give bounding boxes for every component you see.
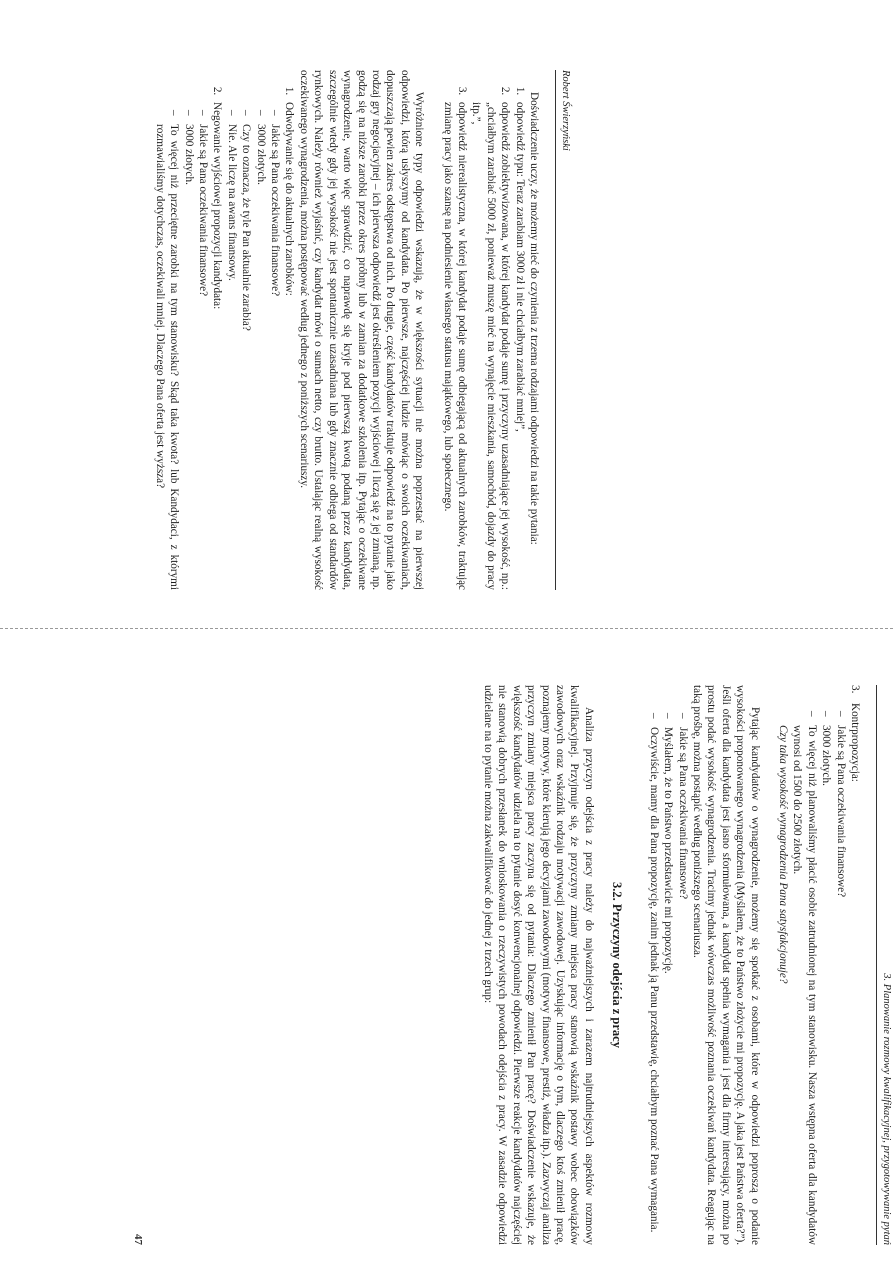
list-item: – 3000 złotych. bbox=[253, 110, 267, 590]
list-item: – Jakie są Pana oczekiwania finansowe? bbox=[675, 713, 689, 1245]
scenario-number: 3. bbox=[849, 685, 861, 694]
dialog-list bbox=[152, 102, 210, 590]
list-item: 3. odpowiedź nierealistyczna, w której kandydat podaje sumę odbiegającą od aktualnych zarobków, traktując zmianę pracy jako szansę na podniesienie własnego statusu majątkowego, lub społecznego. bbox=[440, 98, 469, 590]
page-46 bbox=[0, 70, 572, 590]
intro-paragraph: Doświadczenie uczy, że możemy mieć do czynienia z trzema rodzajami odpowiedzi na takie pytania: bbox=[528, 92, 540, 545]
body-paragraph: Pytając kandydatów o wynagrodzenie, możemy się spotkać z osobami, które w odpowiedzi poproszą o podanie wysokości proponowanego wynagrodzenia (Myślałem, że to Państwo złożycie mi propozycję. A jaka jest Państwa oferta?”). Jeśli oferta dla kandydata jest jasno sformułowana, a kandydat spełnia wymagania i jest dla firmy interesujący, można po prostu podać wysokość wynagrodzenia. Tracimy jednak wówczas możliwość poznania oczekiwań kandydata. Reagując na taką prośbę, można postąpić według poniższego scenariusza. bbox=[690, 685, 761, 1245]
list-item: – 3000 złotych. bbox=[819, 711, 833, 1245]
scenario-title: Odwoływanie się do aktualnych zarobków: bbox=[283, 102, 296, 296]
body-paragraph: Wyróżnione typy odpowiedzi wskazują, że w większości sytuacji nie można poprzestać na pierwszej odpowiedzi, którą usłyszymy od kandydata. Po pierwsze, najczęściej ludzie mówiąc o swoich oczekiwaniach, dopuszczają pewien zakres odstępstwa od nich. Po drugie, część kandydatów traktuje odpowiedź na to pytanie jako rodzaj gry negocjacyjnej – ich pierwsza odpowiedź jest określeniem pozycji wyjściowej i liczą się z jej zmianą, np. godzą się na niższe zarobki przez okres próbny lub w zamian za dodatkowe szkolenia itp. Pytając o oczekiwane wynagrodzenie, warto więc sprawdzić, co naprawdę się kryje pod pierwszą kwotą podaną przez kandydata, szczególnie wtedy gdy jej wysokość nie jest spontanicznie uzasadniana lub gdy znacznie odbiega od standardów rynkowych. Należy również wyjaśnić, czy kandydat mówi o sumach netto, czy brutto. Ustalając realną wysokość oczekiwanego wynagrodzenia, można postępować według jednego z poniższych scenariuszy. bbox=[297, 70, 426, 590]
page-number: 47 bbox=[132, 1234, 145, 1245]
scenario-title: Kontrpropozycja: bbox=[849, 703, 861, 782]
header-chapter: 3. Planowanie rozmowy kwalifikacyjnej, przygotowywanie pytań bbox=[881, 973, 892, 1245]
dialog-list bbox=[646, 685, 689, 1245]
dialog-list bbox=[224, 102, 282, 590]
list-item: – Czy to oznacza, że tyle Pan aktualnie zarabia? bbox=[239, 110, 253, 590]
scenario-1 bbox=[224, 98, 296, 590]
list-item: – To więcej niż planowaliśmy płacić osobie zatrudnionej na tym stanowisku. Nasza wstępna oferta dla kandydatów wynosi od 1500 do 2500 złotych. bbox=[790, 711, 819, 1245]
running-header bbox=[555, 70, 572, 590]
list-item: – To więcej niż przeciętne zarobki na tym stanowisku? Skąd taka kwota? lub Kandydaci, z którymi rozmawialiśmy dotychczas, oczekiwali mniej. Dlaczego Pana oferta jest wyższa? bbox=[152, 110, 181, 590]
page-body bbox=[152, 70, 555, 590]
scenario-title: Negowanie wyjściowej propozycji kandydata: bbox=[211, 102, 224, 310]
body-paragraph: Analiza przyczyn odejścia z pracy należy do najważniejszych i zarazem najtrudniejszych aspektów rozmowy kwalifikacyjnej. Przyjmuje się, że przyczyny zmiany miejsca pracy stanowią wskaźnik postawy wobec obowiązków zawodowych oraz wskaźnik rodzaju motywacji zawodowej. Uzyskując informację o tym, dlaczego ktoś zmienił pracę, poznajemy motywy, które kierują jego decyzjami zawodowymi (motywy finansowe, prestiż, władza itp.). Zazwyczaj analiza przyczyn zmiany miejsca pracy zaczyna się od pytania: Dlaczego zmienił Pan pracę? Doświadczenie wskazuje, że większość kandydatów udziela na to pytanie dosyć konwencjonalnej odpowiedzi. Pierwsze reakcje kandydatów najczęściej nie stanowią dobrych przesłanek do wnioskowania o rzeczywistych powodach odejścia z pracy. W zasadzie odpowiedzi udzielane na to pytanie można zakwalifikować do jednej z trzech grup: bbox=[482, 685, 595, 1245]
page-body bbox=[481, 685, 876, 1245]
list-item: – Jakie są Pana oczekiwania finansowe? bbox=[833, 711, 847, 1245]
list-item: – Oczywiście, mamy dla Pana propozycję, zanim jednak ją Panu przedstawię, chciałbym poznać Pana wymagania. bbox=[646, 713, 660, 1245]
list-item: 2. odpowiedź zobiektywizowana, w której kandydat podaje sumę i przyczyny uzasadniające jej wysokość, np.: „chciałbym zarabiać 5000 zł, ponieważ muszę mieć na wynajęcie mieszkania, samochód, dojazdy do pracy itp.”, bbox=[469, 98, 512, 590]
page-47 bbox=[133, 685, 893, 1245]
list-item: – Nie. Ale liczę na awans finansowy. bbox=[224, 110, 238, 590]
page-fold bbox=[0, 628, 893, 629]
list-item: – 3000 złotych. bbox=[181, 110, 195, 590]
scenario-list bbox=[152, 70, 296, 590]
header-author: Robert Świerzyński bbox=[560, 70, 571, 151]
section-title: 3.2. Przyczyny odejścia z pracy bbox=[610, 882, 625, 1048]
list-item: 1. odpowiedź typu: Teraz zarabiam 3000 zł i nie chciałbym zarabiać mniej”, bbox=[512, 98, 526, 590]
scenario-2 bbox=[152, 98, 224, 590]
dialog-list bbox=[790, 703, 848, 1245]
answer-types-list bbox=[440, 70, 526, 590]
scenario-question: Czy taka wysokość wynagrodzenia Pana satysfakcjonuje? bbox=[776, 725, 789, 984]
list-item: – Jakie są Pana oczekiwania finansowe? bbox=[196, 110, 210, 590]
scenario-3 bbox=[776, 685, 862, 1245]
list-item: – Jakie są Pana oczekiwania finansowe? bbox=[268, 110, 282, 590]
running-header bbox=[876, 685, 893, 1245]
list-item: – Myślałem, że to Państwo przedstawicie mi propozycję. bbox=[661, 713, 675, 1245]
